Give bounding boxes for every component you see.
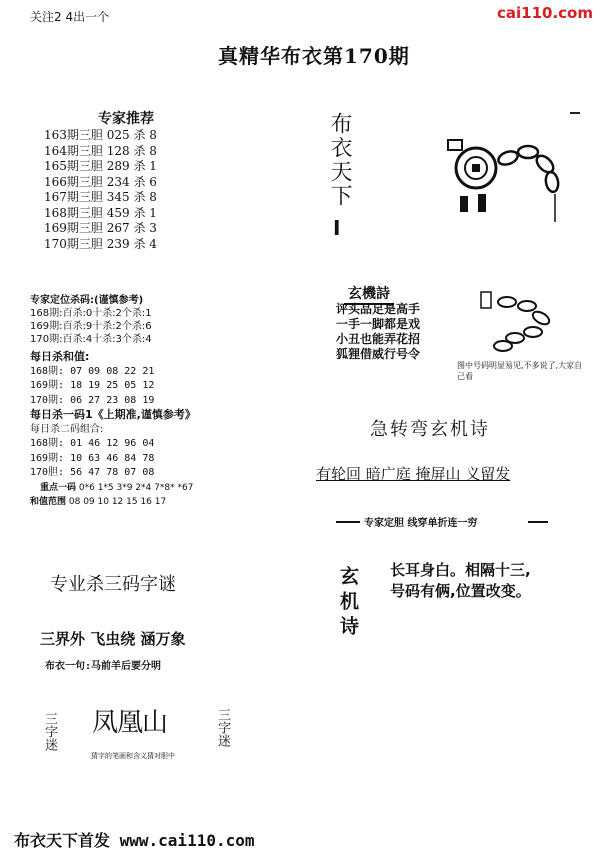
list-item: 169期: 18 19 25 05 12 [30, 380, 155, 391]
onecode-sub: 每日杀二码组合: [30, 423, 104, 435]
kill-title: 专家定位杀码:(谨慎参考) [30, 295, 144, 306]
list-item: 166期三胆 234 杀 6 [44, 174, 157, 189]
poem2-line: 有轮回 暗广庭 掩屏山 义留发 [316, 465, 511, 483]
puzzle-note: 猜字的笔画和含义猜对胆中 [91, 752, 175, 760]
list-item: 小丑也能弄花招 [336, 332, 421, 346]
list-item: 169期:百杀:9十杀:2个杀:6 [30, 321, 152, 332]
poem-box-lines [336, 302, 420, 362]
puzzle-center: 凤凰山 [92, 708, 168, 738]
list-item: 168期三胆 459 杀 1 [44, 205, 157, 220]
divider [336, 521, 360, 523]
range-line [30, 495, 196, 510]
list-item: 169期三胆 267 杀 3 [44, 221, 157, 235]
list-item: 评头品足是高手 [336, 302, 421, 316]
list-item: 170期: 06 27 23 08 19 [30, 394, 155, 406]
list-item: 170胆: 56 47 78 07 08 [30, 467, 155, 478]
list-item: 长耳身白。相隔十三, [390, 561, 531, 579]
poem-box-title: 玄機詩 [344, 283, 394, 305]
list-item: 164期三胆 128 杀 8 [44, 143, 157, 158]
list-item: 163期三胆 025 杀 8 [44, 128, 157, 142]
list-item: 169期: 10 63 46 84 78 [30, 452, 155, 464]
list-item: 狐狸借威行号令 [336, 347, 421, 361]
list-item: 号码有俩,位置改变。 [390, 582, 531, 600]
list-item: 168期: 01 46 12 96 04 [30, 438, 155, 449]
sum-title: 每日杀和值: [30, 350, 90, 363]
range-label: 和值范围 [30, 497, 67, 507]
poem2-title: 急转弯玄机诗 [370, 419, 490, 440]
puzzle-line1: 三界外 飞虫绕 涵万象 [40, 630, 186, 648]
right-vert-title: 布衣天下 [327, 112, 352, 208]
key-code-values: 0*6 1*5 3*9 2*4 7*8* *67 [78, 482, 194, 493]
key-code-line [40, 481, 196, 496]
range-values: 08 09 10 12 15 16 17 [68, 497, 167, 507]
kill-block [30, 294, 152, 346]
list-item: 170期三胆 239 杀 4 [44, 236, 157, 251]
list-item: 170期:百杀:4十杀:3个杀:4 [30, 334, 152, 345]
site-logo[interactable]: cai110.com [497, 4, 593, 22]
expert-list [44, 128, 157, 252]
list-item: 168期: 07 09 08 22 21 [30, 365, 155, 377]
page-title: 真精华布衣第170期 [218, 44, 410, 68]
puzzle-right-vert: 三字迷 [215, 708, 230, 747]
expert-title: 专家推荐 [98, 111, 154, 127]
footer-text: 布衣天下首发 www.cai110.com [14, 831, 255, 850]
sum-block [30, 350, 154, 408]
xuanji-lines [390, 560, 531, 602]
list-item: 165期三胆 289 杀 1 [44, 159, 157, 173]
puzzle-left-vert: 三字迷 [42, 712, 57, 751]
dragon-illustration-icon [475, 288, 575, 360]
onecode-title: 每日杀一码1《上期准,谨慎参考》 [30, 408, 196, 421]
chain-illustration-icon [430, 122, 570, 232]
list-item: 167期三胆 345 杀 8 [44, 190, 157, 204]
list-item: 一手一脚都是戏 [336, 317, 421, 331]
puzzle-line2: 布衣一句:马前羊后要分明 [45, 661, 162, 672]
divider [528, 521, 548, 523]
top-left-note: 关注2 4出一个 [30, 10, 110, 24]
poem-box-note: 图中号码明显易见,不多说了,大家自己看 [457, 361, 583, 381]
key-code-label: 重点一码 [40, 482, 77, 493]
right-mark: I [333, 216, 341, 240]
list-item: 168期:百杀:0十杀:2个杀:1 [30, 308, 152, 319]
corner-dash [570, 112, 580, 114]
onecode-block [30, 408, 196, 510]
puzzle-title: 专业杀三码字谜 [50, 574, 176, 595]
poem2-expert: 专家定胆 线穿单折连一穷 [364, 518, 478, 529]
xuanji-vert: 玄机诗 [337, 566, 359, 641]
